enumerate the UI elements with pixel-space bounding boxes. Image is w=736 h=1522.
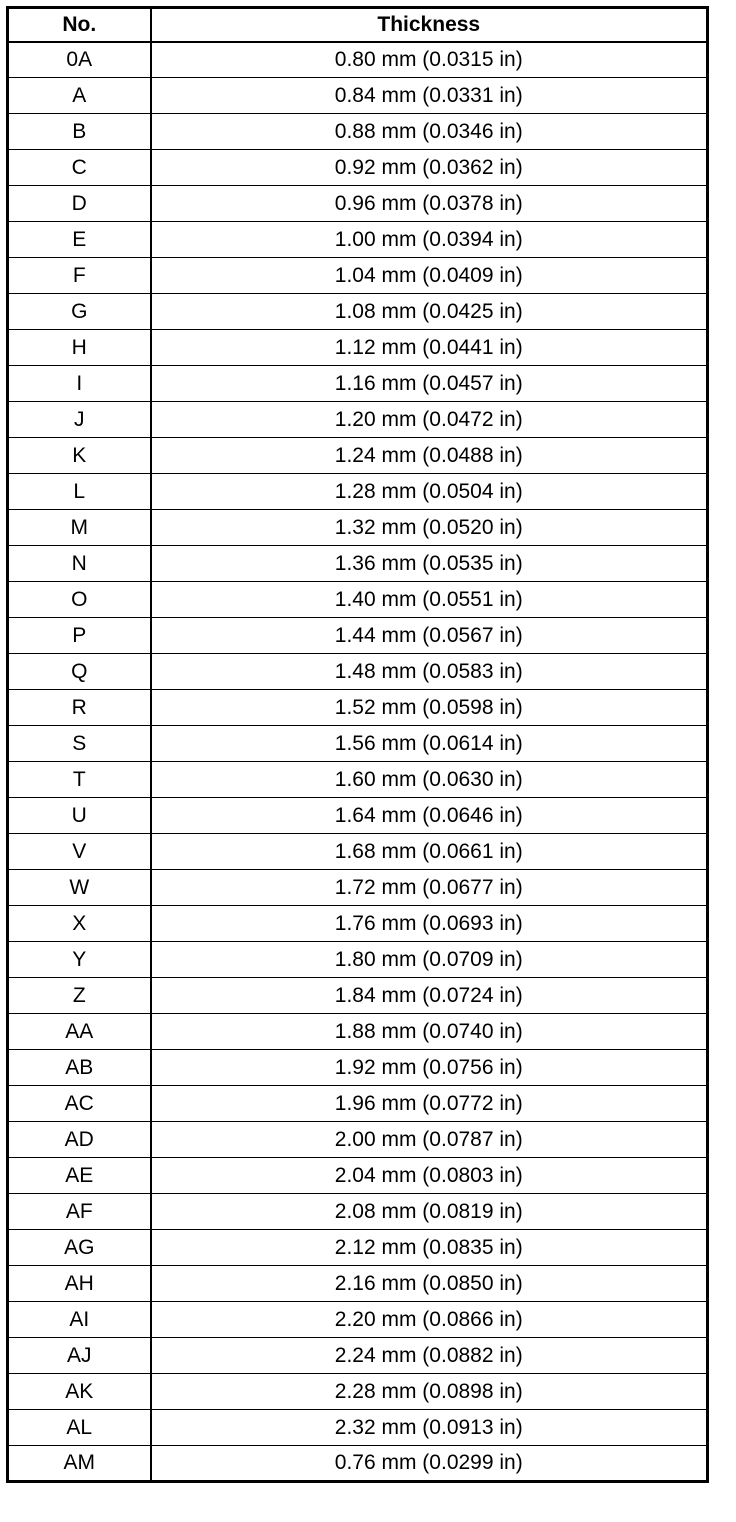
thickness-cell: 1.44 mm (0.0567 in) (151, 618, 708, 654)
shim-number-cell: AL (8, 1410, 151, 1446)
thickness-cell: 1.16 mm (0.0457 in) (151, 366, 708, 402)
table-row (8, 978, 708, 1014)
thickness-cell: 1.84 mm (0.0724 in) (151, 978, 708, 1014)
shim-number-cell: H (8, 330, 151, 366)
thickness-cell: 1.00 mm (0.0394 in) (151, 222, 708, 258)
thickness-cell: 1.48 mm (0.0583 in) (151, 654, 708, 690)
shim-number-cell: M (8, 510, 151, 546)
thickness-cell: 1.28 mm (0.0504 in) (151, 474, 708, 510)
shim-number-cell: P (8, 618, 151, 654)
thickness-cell: 1.92 mm (0.0756 in) (151, 1050, 708, 1086)
thickness-cell: 1.72 mm (0.0677 in) (151, 870, 708, 906)
thickness-cell: 1.56 mm (0.0614 in) (151, 726, 708, 762)
table-row (8, 114, 708, 150)
shim-number-cell: V (8, 834, 151, 870)
thickness-cell: 2.28 mm (0.0898 in) (151, 1374, 708, 1410)
shim-number-cell: AF (8, 1194, 151, 1230)
table-row (8, 690, 708, 726)
thickness-cell: 1.24 mm (0.0488 in) (151, 438, 708, 474)
shim-thickness-table (6, 6, 709, 1483)
table-row (8, 762, 708, 798)
table-row (8, 150, 708, 186)
shim-number-cell: D (8, 186, 151, 222)
thickness-cell: 1.96 mm (0.0772 in) (151, 1086, 708, 1122)
table-row (8, 1266, 708, 1302)
thickness-cell: 1.32 mm (0.0520 in) (151, 510, 708, 546)
shim-number-cell: Z (8, 978, 151, 1014)
table-row (8, 366, 708, 402)
table-row (8, 618, 708, 654)
table-row (8, 798, 708, 834)
shim-number-cell: O (8, 582, 151, 618)
table-row (8, 906, 708, 942)
shim-number-cell: AM (8, 1446, 151, 1482)
thickness-cell: 2.16 mm (0.0850 in) (151, 1266, 708, 1302)
thickness-cell: 2.04 mm (0.0803 in) (151, 1158, 708, 1194)
shim-number-cell: S (8, 726, 151, 762)
table-row (8, 1446, 708, 1482)
shim-number-cell: AE (8, 1158, 151, 1194)
table-row (8, 438, 708, 474)
table-row (8, 1230, 708, 1266)
shim-number-cell: R (8, 690, 151, 726)
thickness-cell: 0.76 mm (0.0299 in) (151, 1446, 708, 1482)
shim-number-cell: C (8, 150, 151, 186)
shim-number-cell: 0A (8, 42, 151, 78)
thickness-cell: 1.40 mm (0.0551 in) (151, 582, 708, 618)
thickness-cell: 0.80 mm (0.0315 in) (151, 42, 708, 78)
table-row (8, 474, 708, 510)
thickness-cell: 1.20 mm (0.0472 in) (151, 402, 708, 438)
thickness-cell: 1.12 mm (0.0441 in) (151, 330, 708, 366)
shim-number-cell: Y (8, 942, 151, 978)
shim-number-cell: G (8, 294, 151, 330)
table-row (8, 1410, 708, 1446)
header-no: No. (8, 8, 151, 42)
table-row (8, 1050, 708, 1086)
shim-number-cell: A (8, 78, 151, 114)
thickness-cell: 1.80 mm (0.0709 in) (151, 942, 708, 978)
table-row (8, 870, 708, 906)
table-row (8, 654, 708, 690)
thickness-cell: 2.20 mm (0.0866 in) (151, 1302, 708, 1338)
thickness-cell: 1.08 mm (0.0425 in) (151, 294, 708, 330)
thickness-cell: 2.08 mm (0.0819 in) (151, 1194, 708, 1230)
shim-number-cell: AH (8, 1266, 151, 1302)
shim-number-cell: AG (8, 1230, 151, 1266)
thickness-cell: 2.32 mm (0.0913 in) (151, 1410, 708, 1446)
table-row (8, 510, 708, 546)
table-row (8, 1122, 708, 1158)
thickness-cell: 0.88 mm (0.0346 in) (151, 114, 708, 150)
thickness-cell: 2.24 mm (0.0882 in) (151, 1338, 708, 1374)
table-row (8, 834, 708, 870)
thickness-cell: 0.84 mm (0.0331 in) (151, 78, 708, 114)
table-row (8, 942, 708, 978)
table-row (8, 1302, 708, 1338)
thickness-cell: 1.36 mm (0.0535 in) (151, 546, 708, 582)
thickness-cell: 1.04 mm (0.0409 in) (151, 258, 708, 294)
table-row (8, 258, 708, 294)
thickness-cell: 1.88 mm (0.0740 in) (151, 1014, 708, 1050)
table-row (8, 186, 708, 222)
shim-number-cell: AD (8, 1122, 151, 1158)
thickness-cell: 1.52 mm (0.0598 in) (151, 690, 708, 726)
table-row (8, 726, 708, 762)
shim-number-cell: AK (8, 1374, 151, 1410)
table-row (8, 1014, 708, 1050)
shim-number-cell: E (8, 222, 151, 258)
shim-number-cell: AI (8, 1302, 151, 1338)
shim-number-cell: N (8, 546, 151, 582)
table-row (8, 1086, 708, 1122)
table-row (8, 546, 708, 582)
table-row (8, 42, 708, 78)
shim-number-cell: AB (8, 1050, 151, 1086)
shim-number-cell: AA (8, 1014, 151, 1050)
shim-number-cell: J (8, 402, 151, 438)
thickness-cell: 0.92 mm (0.0362 in) (151, 150, 708, 186)
thickness-cell: 1.64 mm (0.0646 in) (151, 798, 708, 834)
table-row (8, 1194, 708, 1230)
table-row (8, 1158, 708, 1194)
thickness-cell: 2.12 mm (0.0835 in) (151, 1230, 708, 1266)
table-body (8, 42, 708, 1482)
table-row (8, 1374, 708, 1410)
shim-number-cell: B (8, 114, 151, 150)
shim-number-cell: K (8, 438, 151, 474)
header-row (8, 8, 708, 42)
shim-number-cell: T (8, 762, 151, 798)
thickness-cell: 1.60 mm (0.0630 in) (151, 762, 708, 798)
thickness-cell: 1.68 mm (0.0661 in) (151, 834, 708, 870)
shim-number-cell: F (8, 258, 151, 294)
table-row (8, 330, 708, 366)
thickness-cell: 0.96 mm (0.0378 in) (151, 186, 708, 222)
table-row (8, 402, 708, 438)
table-row (8, 1338, 708, 1374)
header-thickness: Thickness (151, 8, 708, 42)
thickness-cell: 1.76 mm (0.0693 in) (151, 906, 708, 942)
shim-number-cell: X (8, 906, 151, 942)
table-row (8, 582, 708, 618)
shim-number-cell: W (8, 870, 151, 906)
table-row (8, 294, 708, 330)
thickness-cell: 2.00 mm (0.0787 in) (151, 1122, 708, 1158)
table-row (8, 222, 708, 258)
shim-number-cell: L (8, 474, 151, 510)
shim-number-cell: U (8, 798, 151, 834)
table-row (8, 78, 708, 114)
shim-number-cell: I (8, 366, 151, 402)
shim-number-cell: Q (8, 654, 151, 690)
table-header (8, 8, 708, 42)
shim-number-cell: AC (8, 1086, 151, 1122)
shim-number-cell: AJ (8, 1338, 151, 1374)
